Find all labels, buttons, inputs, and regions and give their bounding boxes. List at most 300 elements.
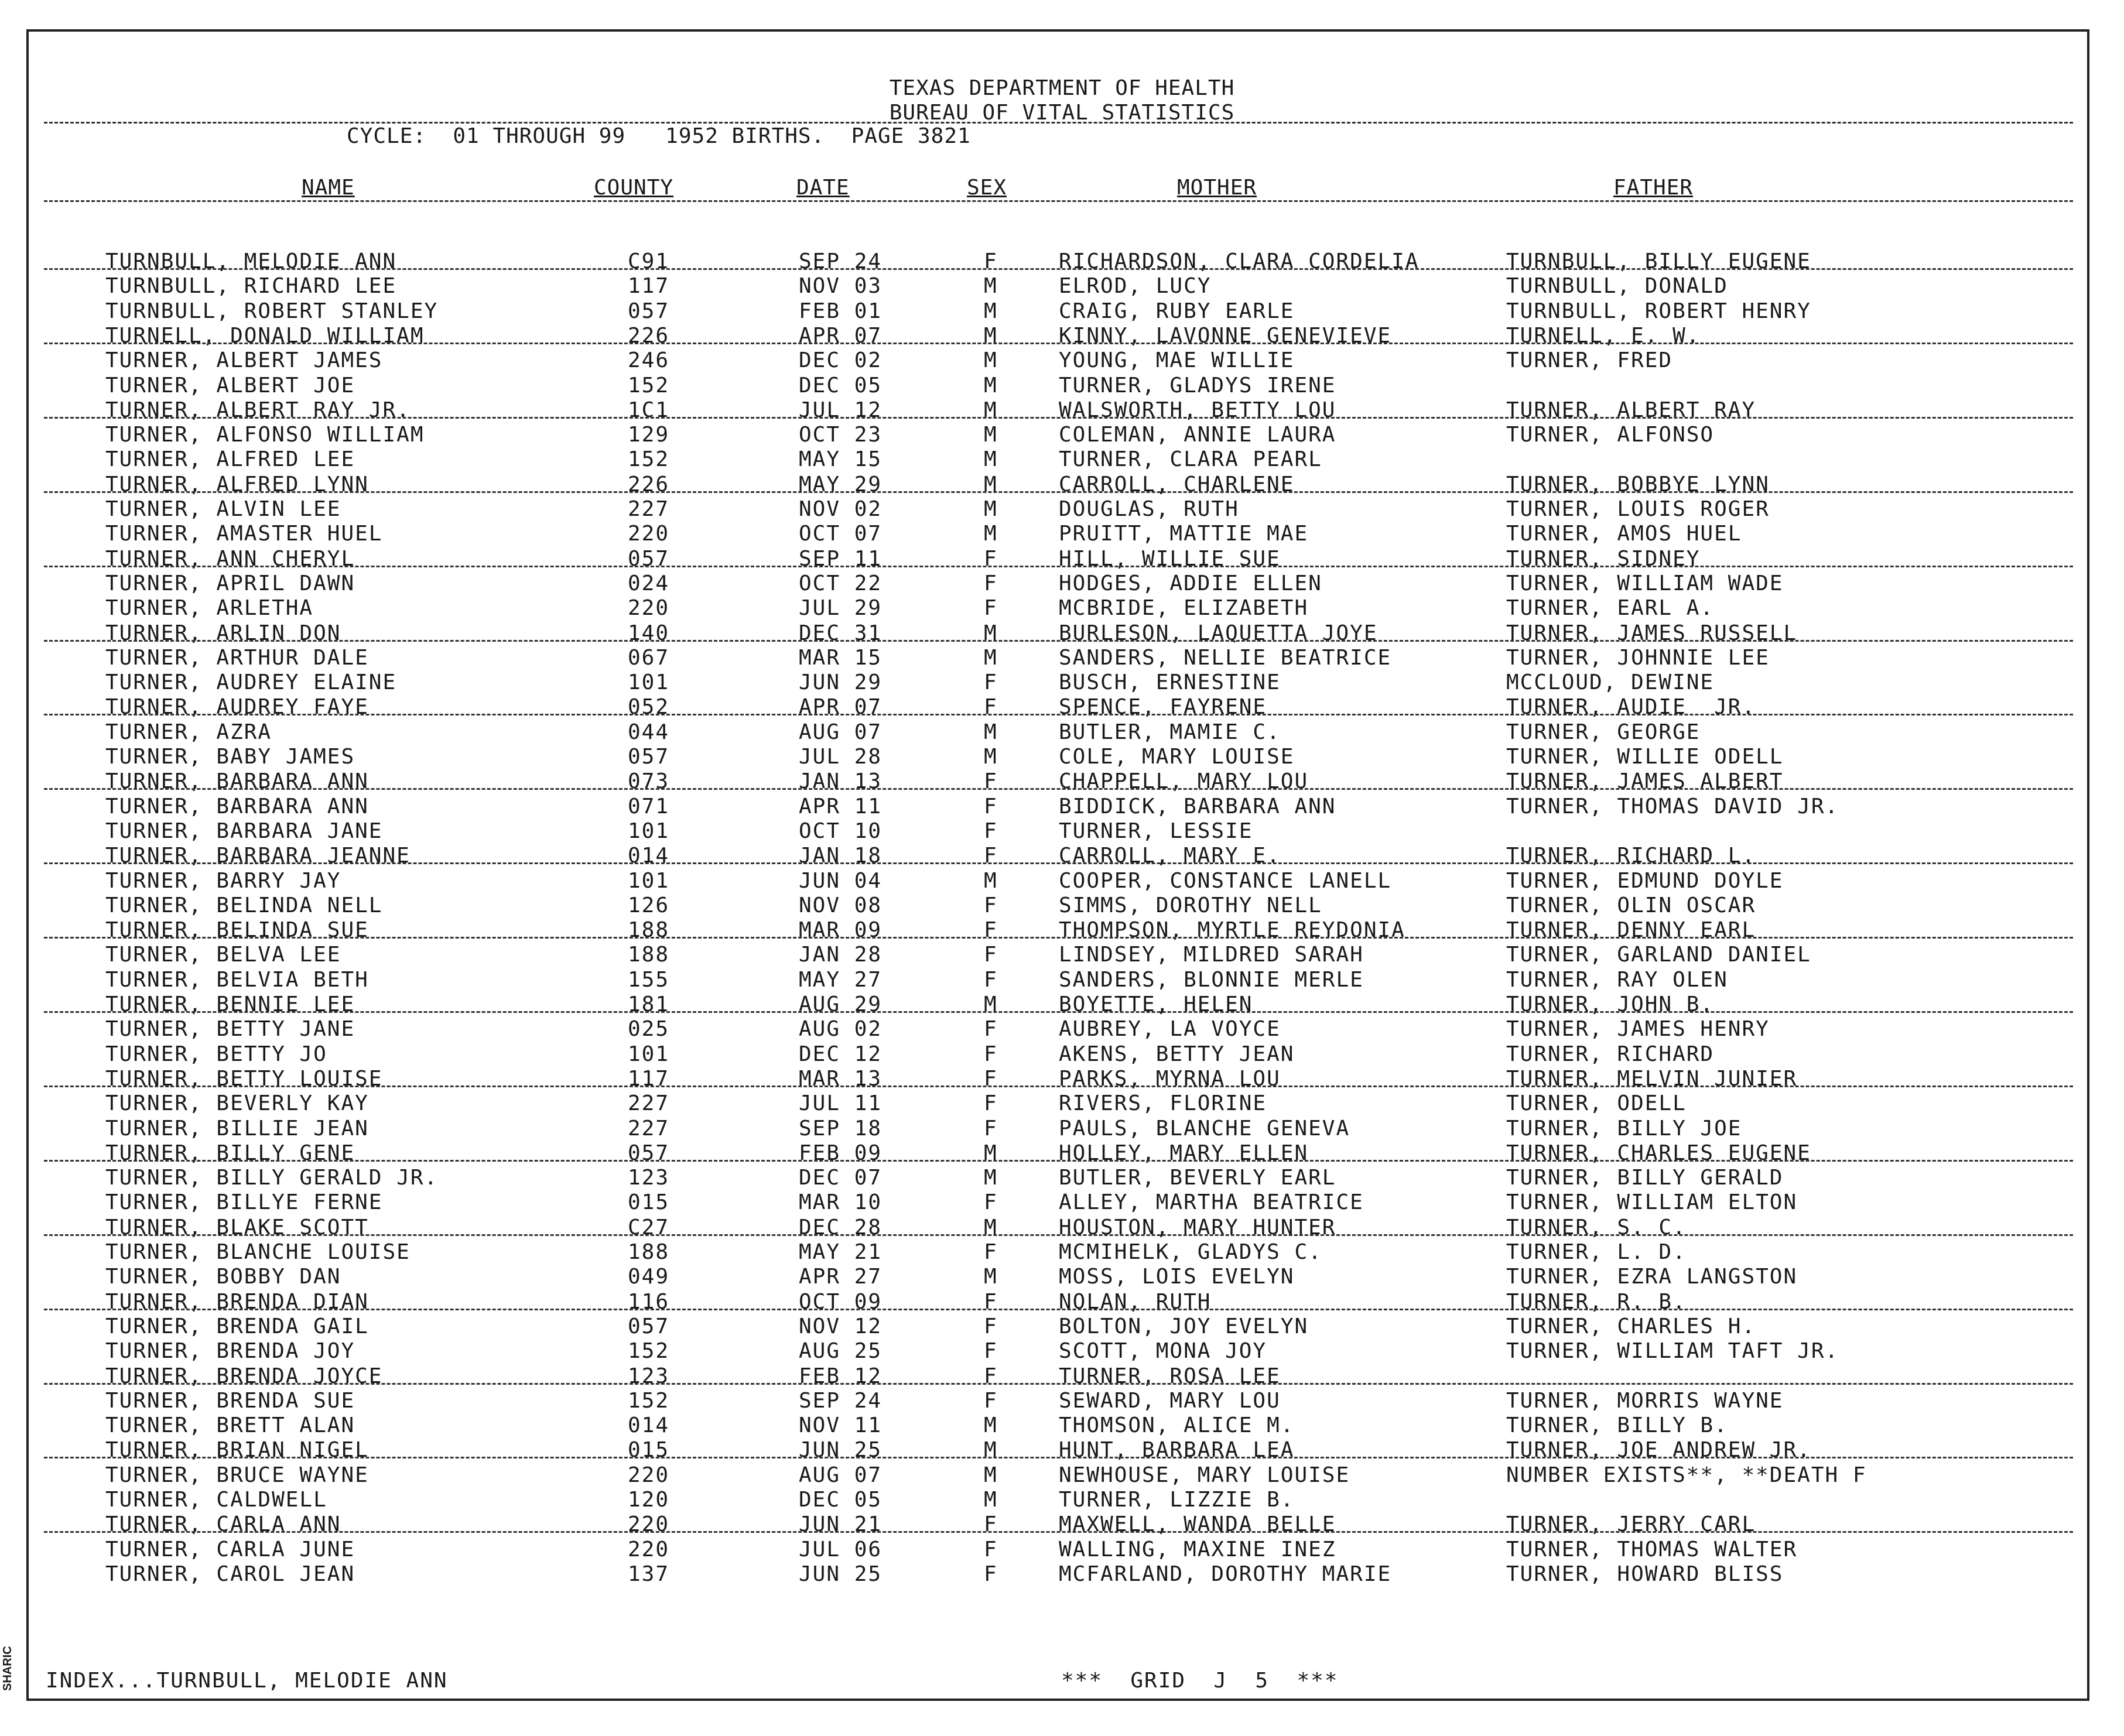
cell-date: JUL 12: [799, 398, 883, 422]
cell-name: TURNBULL, RICHARD LEE: [105, 274, 397, 299]
cell-date: OCT 22: [799, 571, 883, 595]
cell-sex: M: [984, 745, 998, 769]
cell-mother: RICHARDSON, CLARA CORDELIA: [1059, 249, 1420, 273]
cell-father: TURNER, JAMES HENRY: [1506, 1017, 1770, 1042]
cell-sex: F: [984, 670, 998, 695]
cell-name: TURNER, BRENDA JOYCE: [105, 1364, 383, 1388]
cell-county: 155: [628, 967, 670, 992]
cell-county: 049: [628, 1265, 670, 1289]
cell-county: 024: [628, 571, 670, 595]
cell-name: TURNER, ALFRED LYNN: [105, 472, 369, 497]
row-separator: [44, 1383, 2073, 1385]
row-separator: [44, 417, 2073, 419]
table-row: [0, 596, 2124, 621]
table-row: [0, 720, 2124, 745]
cell-date: AUG 07: [799, 1463, 883, 1487]
table-row: [0, 547, 2124, 571]
cell-county: 120: [628, 1488, 670, 1512]
cell-date: DEC 07: [799, 1166, 883, 1190]
cell-sex: M: [984, 447, 998, 472]
cell-date: DEC 31: [799, 621, 883, 645]
table-row: [0, 769, 2124, 794]
cell-father: TURNER, SIDNEY: [1506, 546, 1701, 571]
cell-county: 067: [628, 645, 670, 670]
cell-name: TURNER, ARLETHA: [105, 596, 314, 621]
table-row: [0, 571, 2124, 596]
cell-mother: HILL, WILLIE SUE: [1059, 546, 1281, 571]
cell-date: APR 07: [799, 323, 883, 348]
cell-mother: TURNER, LIZZIE B.: [1059, 1488, 1295, 1512]
cell-date: MAR 09: [799, 918, 883, 943]
cell-name: TURNER, BARBARA ANN: [105, 769, 369, 794]
cell-mother: BUTLER, BEVERLY EARL: [1059, 1166, 1336, 1190]
cell-mother: YOUNG, MAE WILLIE: [1059, 348, 1295, 373]
cell-sex: M: [984, 1215, 998, 1239]
cell-sex: F: [984, 1116, 998, 1141]
cell-date: JUL 11: [799, 1091, 883, 1116]
cell-name: TURNER, BARBARA JEANNE: [105, 844, 411, 868]
cell-county: 152: [628, 447, 670, 472]
cell-county: 025: [628, 1017, 670, 1042]
row-separator: [44, 1309, 2073, 1310]
cell-mother: PAULS, BLANCHE GENEVA: [1059, 1116, 1350, 1141]
table-row: [0, 992, 2124, 1017]
cell-sex: F: [984, 967, 998, 992]
cell-sex: M: [984, 992, 998, 1016]
cell-mother: AUBREY, LA VOYCE: [1059, 1017, 1281, 1042]
table-row: [0, 1166, 2124, 1190]
table-row: [0, 1538, 2124, 1562]
cell-date: DEC 12: [799, 1042, 883, 1066]
cell-county: 057: [628, 546, 670, 571]
cell-sex: M: [984, 373, 998, 398]
cell-mother: HOLLEY, MARY ELLEN: [1059, 1141, 1309, 1165]
cell-father: TURNER, AUDIE JR.: [1506, 695, 1756, 720]
cell-mother: CARROLL, CHARLENE: [1059, 472, 1295, 497]
cell-father: TURNER, JAMES ALBERT: [1506, 769, 1784, 794]
table-row: [0, 893, 2124, 918]
cell-sex: F: [984, 769, 998, 794]
cell-father: TURNER, BOBBYE LYNN: [1506, 472, 1770, 497]
table-row: [0, 522, 2124, 546]
cell-county: 057: [628, 1314, 670, 1338]
cell-name: TURNER, BILLY GENE: [105, 1141, 355, 1165]
cell-father: TURNER, EARL A.: [1506, 596, 1715, 621]
cell-sex: F: [984, 1017, 998, 1042]
cell-father: TURNER, MORRIS WAYNE: [1506, 1388, 1784, 1413]
cell-county: C91: [628, 249, 670, 273]
cell-date: DEC 05: [799, 1488, 883, 1512]
cell-sex: F: [984, 943, 998, 967]
cell-date: JUN 21: [799, 1512, 883, 1537]
row-separator: [44, 1011, 2073, 1013]
cell-date: OCT 09: [799, 1289, 883, 1314]
cell-sex: F: [984, 695, 998, 720]
table-row: [0, 1438, 2124, 1463]
table-row: [0, 1141, 2124, 1166]
cell-county: 117: [628, 274, 670, 299]
cell-date: MAR 15: [799, 645, 883, 670]
cell-date: OCT 23: [799, 423, 883, 447]
cell-name: TURNER, AUDREY ELAINE: [105, 670, 397, 695]
cell-father: TURNER, JOHNNIE LEE: [1506, 645, 1770, 670]
cell-name: TURNER, ALBERT JOE: [105, 373, 355, 398]
cell-sex: F: [984, 571, 998, 595]
cell-date: MAR 13: [799, 1066, 883, 1091]
cell-name: TURNER, BELVA LEE: [105, 943, 341, 967]
cell-name: TURNER, ALFRED LEE: [105, 447, 355, 472]
cell-father: TURNER, JOHN B.: [1506, 992, 1715, 1016]
cell-mother: MOSS, LOIS EVELYN: [1059, 1265, 1295, 1289]
row-separator: [44, 1457, 2073, 1458]
cell-name: TURNER, BARBARA ANN: [105, 794, 369, 819]
cell-father: TURNER, RICHARD: [1506, 1042, 1715, 1066]
cell-county: 101: [628, 868, 670, 893]
cell-date: FEB 09: [799, 1141, 883, 1165]
table-row: [0, 1117, 2124, 1141]
cell-name: TURNER, BRETT ALAN: [105, 1413, 355, 1438]
cell-mother: RIVERS, FLORINE: [1059, 1091, 1267, 1116]
table-row: [0, 1290, 2124, 1314]
cell-name: TURNER, BRENDA SUE: [105, 1388, 355, 1413]
cell-father: TURNER, BILLY GERALD: [1506, 1166, 1784, 1190]
cell-mother: SPENCE, FAYRENE: [1059, 695, 1267, 720]
cell-father: MCCLOUD, DEWINE: [1506, 670, 1715, 695]
cell-mother: TURNER, CLARA PEARL: [1059, 447, 1322, 472]
cell-sex: M: [984, 1463, 998, 1487]
cell-date: APR 11: [799, 794, 883, 819]
cell-name: TURNER, CARLA ANN: [105, 1512, 341, 1537]
cell-name: TURNER, ALVIN LEE: [105, 497, 341, 521]
table-row: [0, 374, 2124, 398]
cell-sex: F: [984, 1066, 998, 1091]
cell-sex: M: [984, 472, 998, 497]
cell-sex: M: [984, 1141, 998, 1165]
cell-county: 220: [628, 522, 670, 546]
cell-date: SEP 18: [799, 1116, 883, 1141]
cell-sex: M: [984, 1166, 998, 1190]
cell-county: 116: [628, 1289, 670, 1314]
cell-county: 057: [628, 745, 670, 769]
cell-mother: PARKS, MYRNA LOU: [1059, 1066, 1281, 1091]
header-divider: [44, 122, 2073, 124]
cell-sex: M: [984, 1488, 998, 1512]
cell-county: C27: [628, 1215, 670, 1239]
cell-county: 071: [628, 794, 670, 819]
cell-date: OCT 07: [799, 522, 883, 546]
cell-sex: F: [984, 893, 998, 917]
cell-mother: BOLTON, JOY EVELYN: [1059, 1314, 1309, 1338]
cell-date: APR 27: [799, 1265, 883, 1289]
cell-sex: F: [984, 1289, 998, 1314]
cell-father: TURNER, FRED: [1506, 348, 1673, 373]
cell-name: TURNBULL, MELODIE ANN: [105, 249, 397, 273]
cell-mother: NEWHOUSE, MARY LOUISE: [1059, 1463, 1350, 1487]
cell-mother: SANDERS, BLONNIE MERLE: [1059, 967, 1364, 992]
cell-name: TURNER, ALFONSO WILLIAM: [105, 423, 425, 447]
cell-name: TURNER, BILLY GERALD JR.: [105, 1166, 439, 1190]
table-row: [0, 1512, 2124, 1537]
cell-mother: MAXWELL, WANDA BELLE: [1059, 1512, 1336, 1537]
cell-date: JUL 29: [799, 596, 883, 621]
cell-mother: COLE, MARY LOUISE: [1059, 745, 1295, 769]
cell-county: 057: [628, 299, 670, 323]
cell-county: 188: [628, 918, 670, 943]
cell-father: TURNBULL, DONALD: [1506, 274, 1728, 299]
cell-mother: ELROD, LUCY: [1059, 274, 1212, 299]
cell-county: 117: [628, 1066, 670, 1091]
cell-sex: F: [984, 794, 998, 819]
table-row: [0, 621, 2124, 646]
column-header-father: FATHER: [1613, 176, 1694, 200]
cell-sex: M: [984, 621, 998, 645]
cell-name: TURNER, ARTHUR DALE: [105, 645, 369, 670]
table-row: [0, 348, 2124, 373]
cell-mother: TURNER, GLADYS IRENE: [1059, 373, 1336, 398]
cell-father: TURNER, L. D.: [1506, 1240, 1687, 1264]
cell-mother: LINDSEY, MILDRED SARAH: [1059, 943, 1364, 967]
cell-father: TURNER, LOUIS ROGER: [1506, 497, 1770, 521]
cell-date: MAR 10: [799, 1190, 883, 1215]
table-row: [0, 1091, 2124, 1116]
cell-date: JUN 25: [799, 1562, 883, 1586]
table-row: [0, 497, 2124, 522]
cell-father: TURNER, WILLIAM WADE: [1506, 571, 1784, 595]
table-row: [0, 249, 2124, 274]
cell-sex: F: [984, 1042, 998, 1066]
cell-sex: F: [984, 1240, 998, 1264]
table-row: [0, 1413, 2124, 1438]
cell-father: TURNER, JOE ANDREW JR.: [1506, 1438, 1811, 1463]
row-separator: [44, 1160, 2073, 1162]
agency-title: TEXAS DEPARTMENT OF HEALTH: [889, 76, 1235, 100]
cell-father: TURNER, AMOS HUEL: [1506, 522, 1742, 546]
table-row: [0, 1562, 2124, 1587]
cell-sex: M: [984, 274, 998, 299]
cell-father: TURNER, DENNY EARL: [1506, 918, 1756, 943]
cell-name: TURNER, BELINDA SUE: [105, 918, 369, 943]
table-row: [0, 1314, 2124, 1339]
cell-county: 126: [628, 893, 670, 917]
cell-mother: AKENS, BETTY JEAN: [1059, 1042, 1295, 1066]
table-row: [0, 869, 2124, 893]
cell-name: TURNER, AZRA: [105, 720, 272, 744]
cell-mother: BUTLER, MAMIE C.: [1059, 720, 1281, 744]
cell-father: TURNER, WILLIAM ELTON: [1506, 1190, 1798, 1215]
table-row: [0, 1215, 2124, 1240]
cell-sex: F: [984, 596, 998, 621]
cell-name: TURNER, BELINDA NELL: [105, 893, 383, 917]
table-row: [0, 299, 2124, 324]
table-row: [0, 324, 2124, 348]
cell-father: TURNER, BILLY JOE: [1506, 1116, 1742, 1141]
cell-county: 226: [628, 472, 670, 497]
cell-county: 015: [628, 1438, 670, 1463]
cell-county: 246: [628, 348, 670, 373]
cell-sex: M: [984, 398, 998, 422]
cell-father: TURNER, BILLY B.: [1506, 1413, 1728, 1438]
cell-sex: F: [984, 1562, 998, 1586]
cell-father: TURNER, EDMUND DOYLE: [1506, 868, 1784, 893]
cell-father: TURNER, CHARLES H.: [1506, 1314, 1756, 1338]
cell-sex: F: [984, 819, 998, 843]
cell-date: JAN 18: [799, 844, 883, 868]
table-row: [0, 844, 2124, 868]
cell-father: TURNER, WILLIAM TAFT JR.: [1506, 1339, 1839, 1364]
cell-name: TURNBULL, ROBERT STANLEY: [105, 299, 439, 323]
cycle-line: CYCLE: 01 THROUGH 99 1952 BIRTHS. PAGE 3821: [347, 124, 971, 148]
cell-mother: HOUSTON, MARY HUNTER: [1059, 1215, 1336, 1239]
table-row: [0, 1463, 2124, 1488]
cell-name: TURNER, AMASTER HUEL: [105, 522, 383, 546]
table-row: [0, 670, 2124, 695]
cell-name: TURNER, BETTY LOUISE: [105, 1066, 383, 1091]
cell-name: TURNER, ARLIN DON: [105, 621, 341, 645]
row-separator: [44, 937, 2073, 939]
cell-county: 015: [628, 1190, 670, 1215]
row-separator: [44, 268, 2073, 270]
cell-sex: M: [984, 497, 998, 521]
cell-mother: BIDDICK, BARBARA ANN: [1059, 794, 1336, 819]
cell-name: TURNER, BARBARA JANE: [105, 819, 383, 843]
cell-date: OCT 10: [799, 819, 883, 843]
cell-mother: TURNER, LESSIE: [1059, 819, 1253, 843]
cell-father: TURNER, THOMAS DAVID JR.: [1506, 794, 1839, 819]
cell-county: 123: [628, 1166, 670, 1190]
cell-name: TURNER, BELVIA BETH: [105, 967, 369, 992]
cell-father: TURNBULL, ROBERT HENRY: [1506, 299, 1811, 323]
cell-sex: F: [984, 1512, 998, 1537]
cell-father: TURNER, MELVIN JUNIER: [1506, 1066, 1798, 1091]
cell-name: TURNER, BABY JAMES: [105, 745, 355, 769]
cell-sex: F: [984, 1388, 998, 1413]
cell-county: 044: [628, 720, 670, 744]
cell-sex: F: [984, 1190, 998, 1215]
cell-county: 052: [628, 695, 670, 720]
cell-name: TURNER, BLANCHE LOUISE: [105, 1240, 411, 1264]
cell-county: 014: [628, 844, 670, 868]
cell-father: TURNBULL, BILLY EUGENE: [1506, 249, 1811, 273]
cell-father: TURNER, GARLAND DANIEL: [1506, 943, 1811, 967]
column-header-divider: [44, 200, 2073, 202]
cell-mother: CARROLL, MARY E.: [1059, 844, 1281, 868]
cell-date: NOV 12: [799, 1314, 883, 1338]
cell-mother: NOLAN, RUTH: [1059, 1289, 1212, 1314]
cell-county: 220: [628, 1537, 670, 1562]
cell-father: TURNER, R. B.: [1506, 1289, 1687, 1314]
cell-date: NOV 02: [799, 497, 883, 521]
cell-sex: M: [984, 299, 998, 323]
cell-name: TURNER, BILLIE JEAN: [105, 1116, 369, 1141]
cell-date: APR 07: [799, 695, 883, 720]
row-separator: [44, 1086, 2073, 1087]
cell-county: 152: [628, 1388, 670, 1413]
cell-mother: TURNER, ROSA LEE: [1059, 1364, 1281, 1388]
table-row: [0, 1240, 2124, 1265]
table-row: [0, 274, 2124, 299]
cell-county: 123: [628, 1364, 670, 1388]
cell-date: SEP 24: [799, 1388, 883, 1413]
table-row: [0, 1389, 2124, 1413]
row-separator: [44, 862, 2073, 864]
row-separator: [44, 788, 2073, 790]
cell-name: TURNER, BRENDA DIAN: [105, 1289, 369, 1314]
cell-date: JUL 28: [799, 745, 883, 769]
cell-county: 101: [628, 670, 670, 695]
cell-county: 101: [628, 819, 670, 843]
cell-county: 101: [628, 1042, 670, 1066]
cell-sex: M: [984, 348, 998, 373]
cell-father: TURNER, ALFONSO: [1506, 423, 1715, 447]
cell-county: 137: [628, 1562, 670, 1586]
table-row: [0, 1042, 2124, 1067]
row-separator: [44, 491, 2073, 493]
cell-mother: HODGES, ADDIE ELLEN: [1059, 571, 1322, 595]
cell-mother: KINNY, LAVONNE GENEVIEVE: [1059, 323, 1392, 348]
cell-mother: THOMSON, ALICE M.: [1059, 1413, 1295, 1438]
cell-sex: M: [984, 323, 998, 348]
cell-mother: WALSWORTH, BETTY LOU: [1059, 398, 1336, 422]
row-separator: [44, 343, 2073, 344]
cell-date: DEC 02: [799, 348, 883, 373]
cell-sex: F: [984, 1364, 998, 1388]
cell-father: TURNER, HOWARD BLISS: [1506, 1562, 1784, 1586]
table-row: [0, 1017, 2124, 1042]
row-separator: [44, 566, 2073, 567]
table-row: [0, 1265, 2124, 1289]
cell-county: 220: [628, 596, 670, 621]
cell-name: TURNER, BARRY JAY: [105, 868, 341, 893]
cell-county: 220: [628, 1463, 670, 1487]
cell-county: 1C1: [628, 398, 670, 422]
cell-date: NOV 03: [799, 274, 883, 299]
column-header-mother: MOTHER: [1177, 176, 1257, 200]
cell-mother: THOMPSON, MYRTLE REYDONIA: [1059, 918, 1405, 943]
grid-footer: *** GRID J 5 ***: [1061, 1669, 1339, 1693]
cell-date: AUG 25: [799, 1339, 883, 1364]
cell-mother: DOUGLAS, RUTH: [1059, 497, 1239, 521]
cell-mother: BUSCH, ERNESTINE: [1059, 670, 1281, 695]
table-row: [0, 398, 2124, 423]
cell-county: 152: [628, 1339, 670, 1364]
table-row: [0, 1190, 2124, 1215]
index-footer: INDEX...TURNBULL, MELODIE ANN: [46, 1669, 448, 1693]
cell-mother: WALLING, MAXINE INEZ: [1059, 1537, 1336, 1562]
cell-county: 227: [628, 497, 670, 521]
cell-date: AUG 07: [799, 720, 883, 744]
cell-father: NUMBER EXISTS**, **DEATH F: [1506, 1463, 1867, 1487]
cell-father: TURNER, THOMAS WALTER: [1506, 1537, 1798, 1562]
row-separator: [44, 714, 2073, 715]
cell-sex: F: [984, 1314, 998, 1338]
cell-father: TURNER, S. C.: [1506, 1215, 1687, 1239]
cell-name: TURNER, CARLA JUNE: [105, 1537, 355, 1562]
row-separator: [44, 640, 2073, 642]
cell-date: AUG 02: [799, 1017, 883, 1042]
bureau-title: BUREAU OF VITAL STATISTICS: [889, 101, 1235, 125]
cell-date: FEB 12: [799, 1364, 883, 1388]
cell-mother: SEWARD, MARY LOU: [1059, 1388, 1281, 1413]
cell-name: TURNER, APRIL DAWN: [105, 571, 355, 595]
table-row: [0, 695, 2124, 720]
cell-mother: BURLESON, LAQUETTA JOYE: [1059, 621, 1378, 645]
cell-mother: HUNT, BARBARA LEA: [1059, 1438, 1295, 1463]
cell-mother: CHAPPELL, MARY LOU: [1059, 769, 1309, 794]
cell-county: 057: [628, 1141, 670, 1165]
cell-father: TURNER, ODELL: [1506, 1091, 1687, 1116]
cell-mother: COLEMAN, ANNIE LAURA: [1059, 423, 1336, 447]
cell-name: TURNER, BLAKE SCOTT: [105, 1215, 369, 1239]
